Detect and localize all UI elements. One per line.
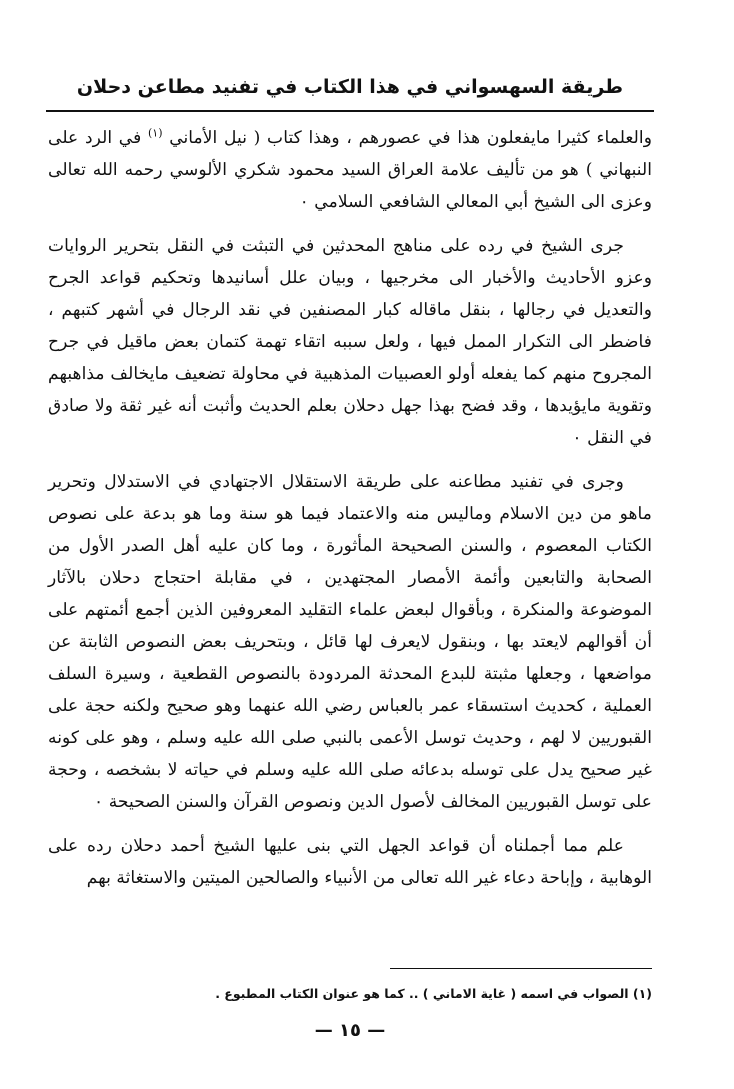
footnote: (١) الصواب في اسمه ( غاية الاماني ) .. كما هو عنوان الكتاب المطبوع . bbox=[215, 986, 652, 1001]
header-divider bbox=[46, 110, 654, 112]
footnote-reference: (١) bbox=[148, 126, 163, 140]
footnote-divider bbox=[390, 968, 652, 969]
paragraph-3: وجرى في تفنيد مطاعنه على طريقة الاستقلال الاجتهادي في الاستدلال وتحرير ماهو من دين الاسلام وماليس منه والاعتماد فيما هو سنة وما هو بدعة على نصوص الكتاب المعصوم ، والسنن الصحيحة المأثورة ، وما كان عليه أهل الصدر الأول من الصحابة والتابعين وأئمة الأمصار المجتهدين ، في مقابلة احتجاج دحلان بالآثار الموضوعة والمنكرة ، وبأقوال لبعض علماء التقليد المعروفين الذين أجمع أئمتهم على أن أقوالهم لايعتد بها ، وبنقول لايعرف لها قائل ، وبتحريف بعض النصوص الثابتة عن مواضعها ، وجعلها مثبتة للبدع المحدثة المردودة بالنصوص القطعية ، وسيرة السلف العملية ، كحديث استسقاء عمر بالعباس رضي الله عنهما وهو صحيح ولكنه حجة على القبوريين لا لهم ، وحديث توسل الأعمى بالنبي صلى الله عليه وسلم ، وهو على كونه غير صحيح يدل على توسله بدعائه صلى الله عليه وسلم في حياته لا بشخصه ، وحجة على توسل القبوريين المخالف لأصول الدين ونصوص القرآن والسنن الصحيحة ٠ bbox=[48, 472, 652, 812]
paragraph-1 bbox=[48, 122, 652, 218]
paragraph-1-after-ref: في الرد على النبهاني ) هو من تأليف علامة العراق السيد محمود شكري الألوسي رحمه الله تعالى وعزى الى الشيخ أبي المعالي الشافعي السلامي ٠ bbox=[48, 128, 652, 212]
running-header-title: طريقة السهسواني في هذا الكتاب في تفنيد مطاعن دحلان bbox=[76, 76, 624, 98]
paragraph-4: علم مما أجملناه أن قواعد الجهل التي بنى عليها الشيخ أحمد دحلان رده على الوهابية ، وإباحة دعاء غير الله تعالى من الأنبياء والصالحين الميتين والاستغاثة بهم bbox=[48, 836, 652, 888]
page-number: — ١٥ — bbox=[314, 1020, 386, 1041]
paragraph-2: جرى الشيخ في رده على مناهج المحدثين في التبثت في النقل بتحرير الروايات وعزو الأحاديث والأخبار الى مخرجيها ، وبيان علل أسانيدها وتحكيم قواعد الجرح والتعديل في رجالها ، بنقل ماقاله كبار المصنفين في نقد الرجال في أشهر كتبهم ، فاضطر الى التكرار الممل فيها ، ولعل سببه اتقاء تهمة كتمان بعض ماقيل في جرح المجروح منهم كما يفعله أولو العصبيات المذهبية في محاولة تضعيف مايخالف مذاهبهم وتقوية مايؤيدها ، وقد فضح بهذا جهل دحلان بعلم الحديث وأثبت أنه غير ثقة ولا صادق في النقل ٠ bbox=[48, 236, 652, 448]
body-text bbox=[48, 122, 652, 906]
paragraph-1-before-ref: والعلماء كثيرا مايفعلون هذا في عصورهم ، وهذا كتاب ( نيل الأماني bbox=[162, 128, 652, 148]
